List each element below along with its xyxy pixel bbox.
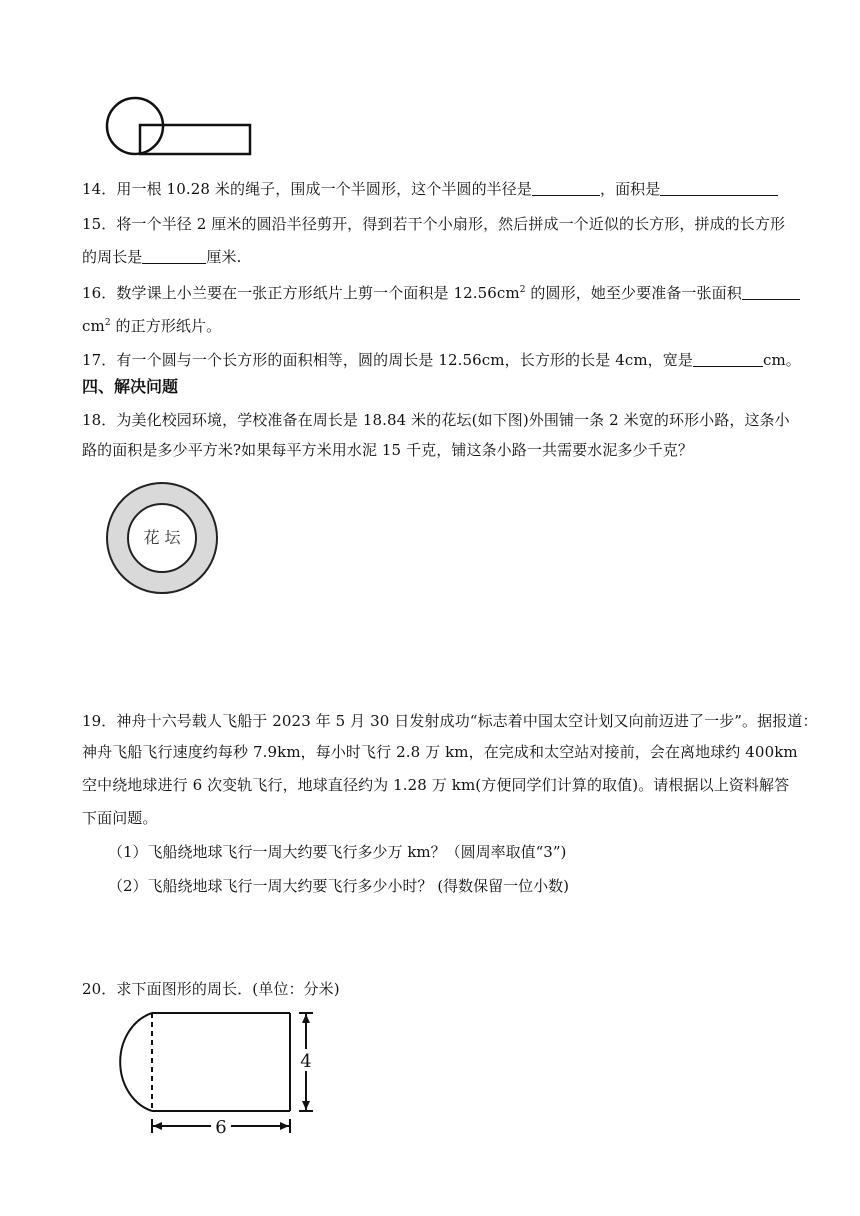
answer-blank[interactable] (693, 352, 763, 367)
question-number: 14． (82, 180, 117, 198)
question-17: 17．有一个圆与一个长方形的面积相等，圆的周长是 12.56cm，长方形的长是 4cm，宽是 cm。 (82, 351, 801, 369)
question-19-line-1: 19．神舟十六号载人飞船于 2023 年 5 月 30 日发射成功“标志着中国太空计划又向前迈进了一步”。据报道： (82, 712, 818, 730)
question-number: 16． (82, 284, 117, 302)
question-text: 将一个半径 2 厘米的圆沿半径剪开，得到若干个小扇形，然后拼成一个近似的长方形，拼成的长方形 (116, 215, 786, 233)
figure-rectangle (140, 125, 250, 154)
question-15-line-2: 的周长是 厘米. (82, 248, 242, 266)
arrow-left-icon (153, 1122, 162, 1130)
question-number: 17． (82, 351, 117, 369)
question-19-line-4: 下面问题。 (82, 809, 158, 827)
answer-blank[interactable] (660, 181, 778, 196)
question-19-line-2: 神舟飞船飞行速度约每秒 7.9km，每小时飞行 2.8 万 km，在完成和太空站对接前，会在离地球约 400km (82, 743, 798, 761)
question-16-line-2: $cm^2$ 的正方形纸片。 (82, 317, 222, 335)
arrow-up-icon (302, 1014, 310, 1023)
flower-bed-ring-figure (105, 481, 219, 595)
flower-bed-label: 花 坛 (143, 528, 181, 547)
section-title: 四、解决问题 (82, 377, 179, 396)
question-15-line-1 (82, 215, 822, 233)
answer-blank[interactable] (742, 285, 800, 300)
question-number: 18． (82, 411, 117, 429)
arrow-down-icon (302, 1101, 310, 1110)
question-19-sub-1: （1）飞船绕地球飞行一周大约要飞行多少万 km？（圆周率取值“3”) (108, 843, 567, 861)
width-label: 6 (215, 1117, 227, 1138)
question-20: 20．求下面图形的周长．(单位：分米) (82, 980, 340, 998)
question-18-line-1: 18．为美化校园环境，学校准备在周长是 18.84 米的花坛(如下图)外围铺一条 2 米宽的环形小路，这条小 (82, 411, 790, 429)
question-number: 15． (82, 215, 117, 233)
question-19-sub-2: （2）飞船绕地球飞行一周大约要飞行多少小时？ (得数保留一位小数) (108, 877, 570, 895)
question-19-line-3: 空中绕地球进行 6 次变轨飞行，地球直径约为 1.28 万 km(方便同学们计算的取值)。请根据以上资料解答 (82, 776, 790, 794)
height-label: 4 (300, 1051, 312, 1072)
question-14: 14．用一根 10.28 米的绳子，围成一个半圆形，这个半圆的半径是 ，面积是 (82, 180, 822, 198)
left-semicircle (120, 1013, 152, 1111)
answer-blank[interactable] (142, 249, 206, 264)
question-number: 20． (82, 980, 117, 998)
semicircle-rectangle-figure (100, 1005, 340, 1140)
question-text: 用一根 10.28 米的绳子，围成一个半圆形，这个半圆的半径是 (116, 180, 532, 198)
question-number: 19． (82, 712, 117, 730)
answer-blank[interactable] (532, 181, 600, 196)
question-16-line-1: 16．数学课上小兰要在一张正方形纸片上剪一个面积是 $12.56cm^2$ 的圆形，她至少要准备一张面积 (82, 284, 822, 302)
circle-rectangle-figure (105, 95, 265, 160)
arrow-right-icon (280, 1122, 289, 1130)
question-18-line-2: 路的面积是多少平方米?如果每平方米用水泥 15 千克，铺这条小路一共需要水泥多少千克？ (82, 441, 693, 459)
